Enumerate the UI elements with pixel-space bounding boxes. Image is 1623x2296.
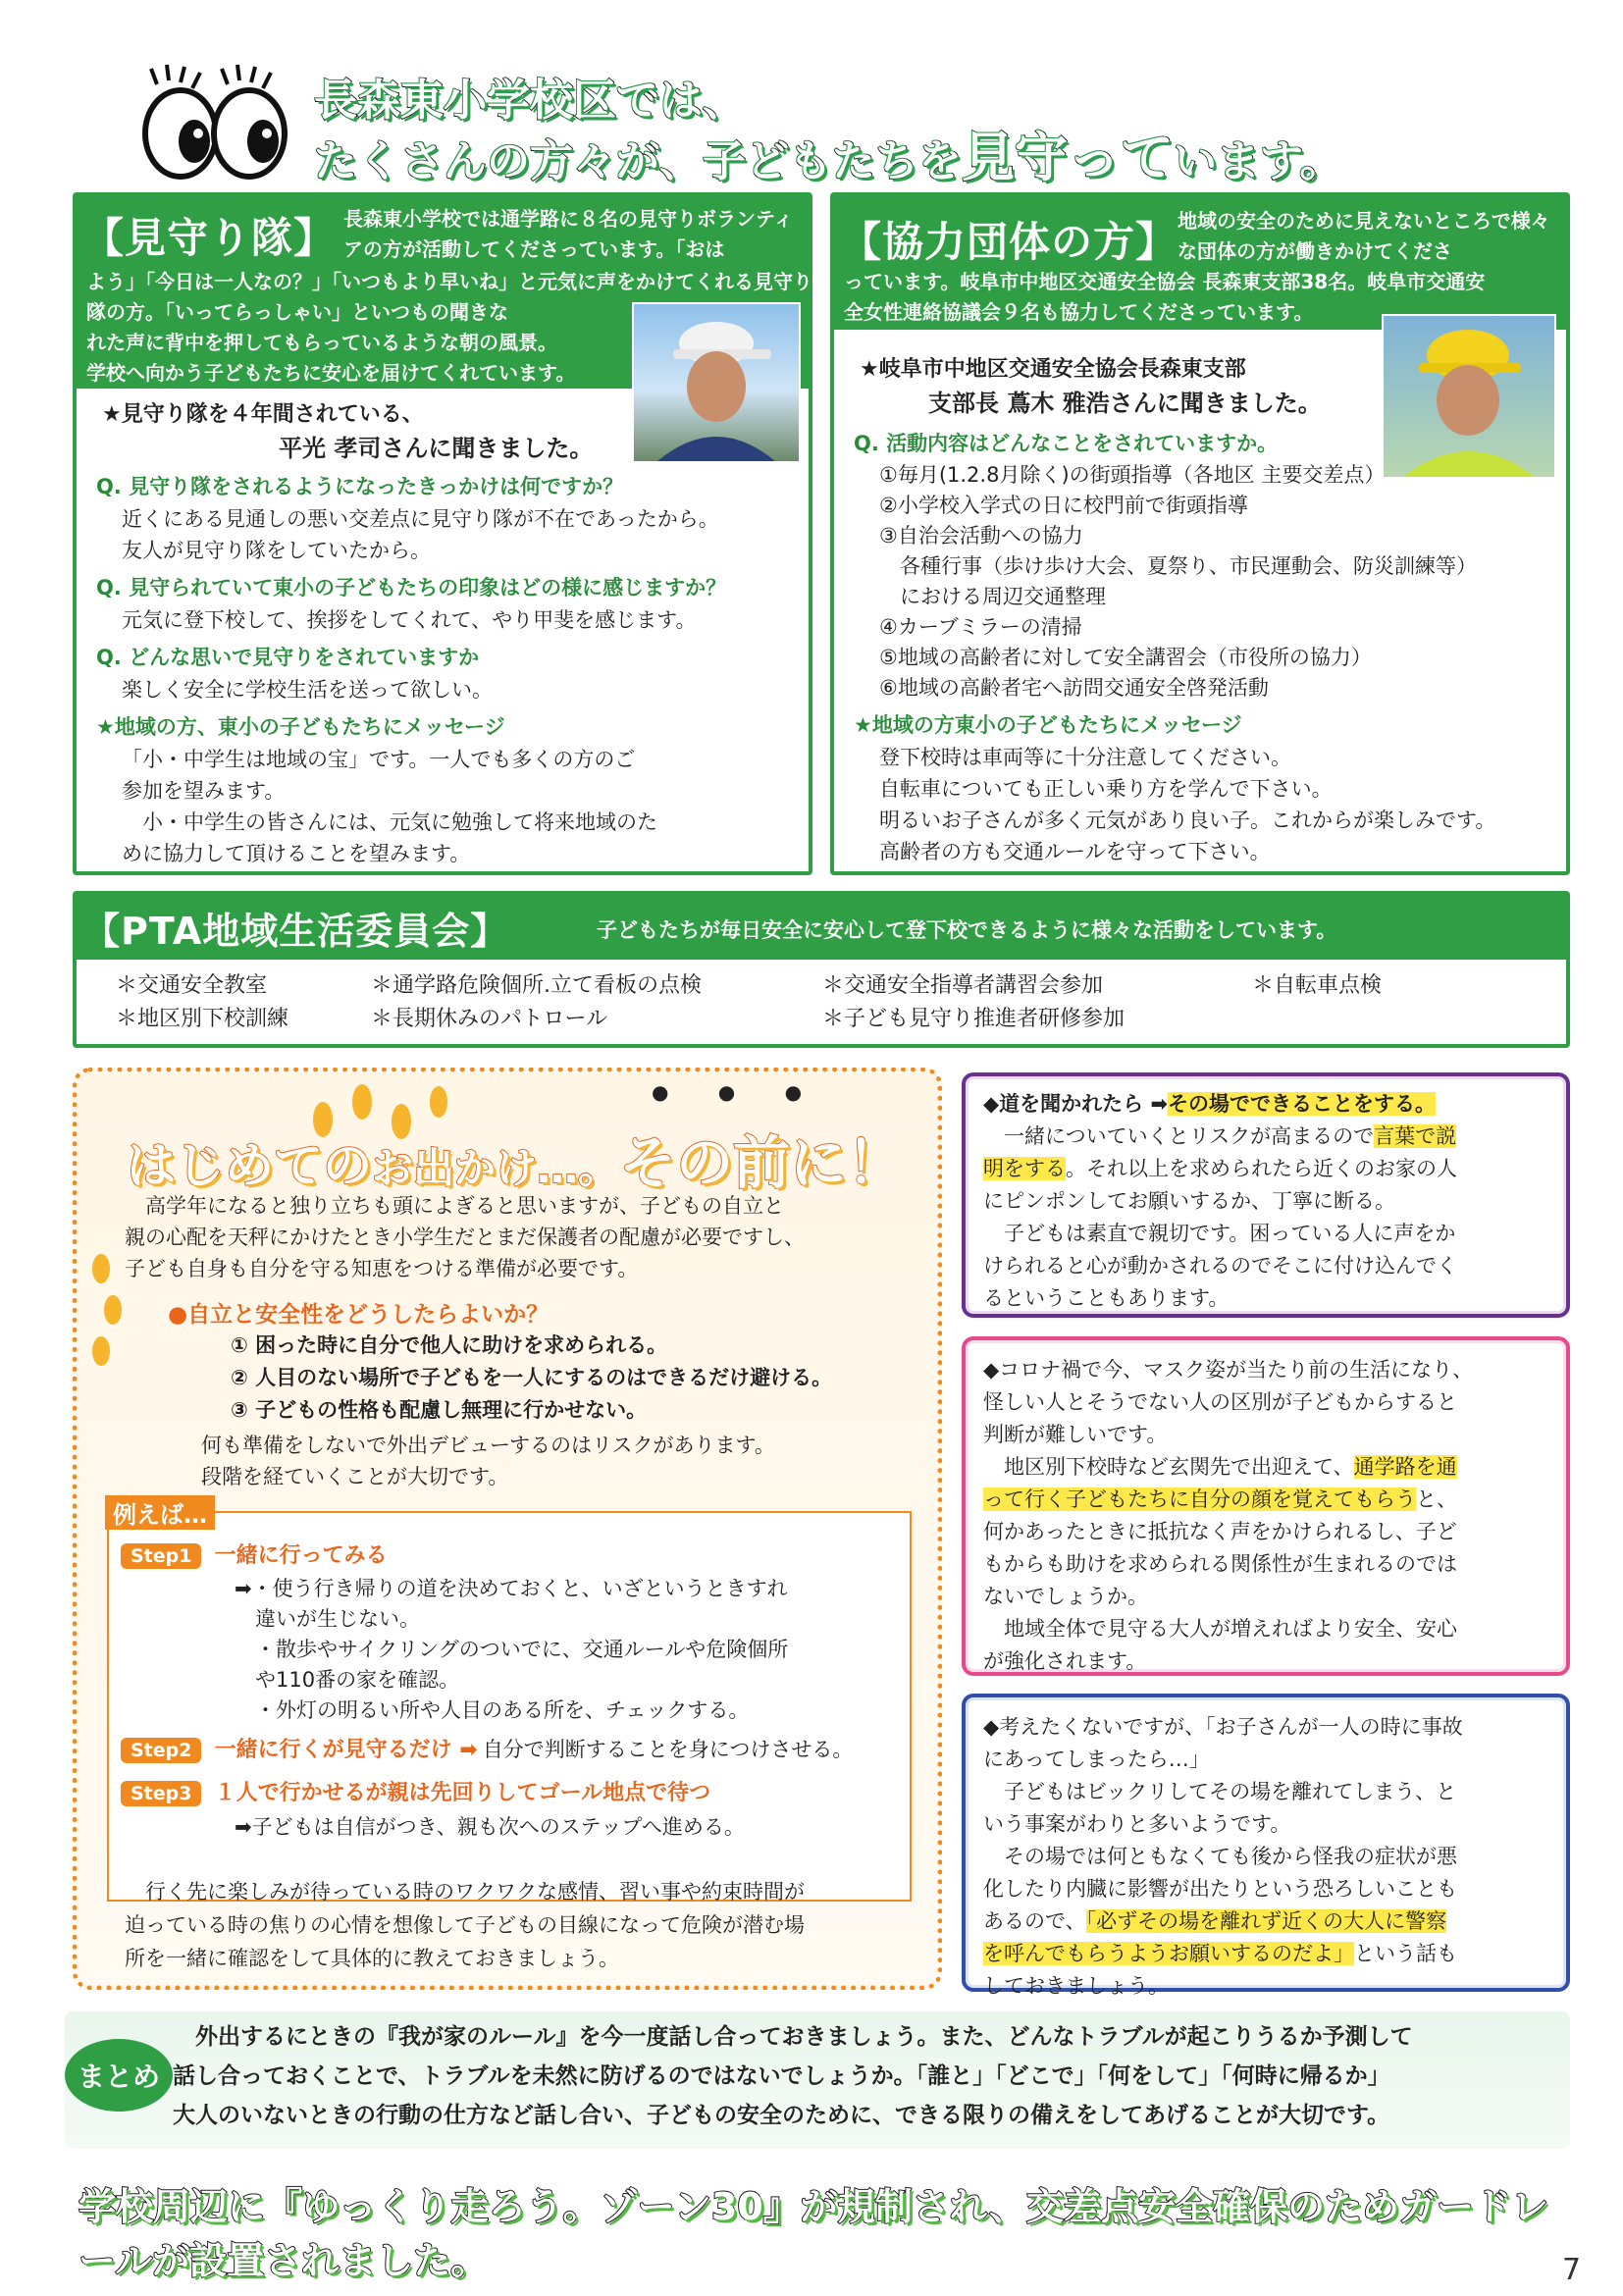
tip-line: 何かあったときに抵抗なく声をかけられるし、子ど もからも助けを求められる関係性が生まれるのでは ないでしょうか。 地域全体で見守る大人が増えればより安全、安心 が強化されます。 [983, 1520, 1457, 1673]
eyes-icon [137, 63, 294, 181]
pta-title: 【PTA地域生活委員会】 [82, 910, 509, 953]
qa-answer: 近くにある見通しの悪い交差点に見守り隊が不在であったから。 友人が見守り隊をしていたから。 [122, 507, 719, 562]
tip-line: ◆コロナ禍で今、マスク姿が当たり前の生活になり、 怪しい人とそうでない人の区別が子どもからすると 判断が難しいです。 [983, 1358, 1474, 1446]
highlight-text: って行く子どもたちに自分の顔を覚えてもらう [983, 1487, 1416, 1511]
highlight-text: 言葉で説 [1374, 1124, 1457, 1148]
page-headline [314, 73, 1550, 190]
tip-covid-text [983, 1354, 1562, 1678]
tip-accident-text [983, 1711, 1562, 2003]
kyoryoku-interview-line2: 支部長 蔦木 雅浩さんに聞きました。 [928, 390, 1322, 417]
step1 [121, 1539, 388, 1569]
tip-line: ◆考えたくないですが、「お子さんが一人の時に事故 にあってしまったら…」 子どもはビックリしてその場を離れてしまう、と いう事案がわりと多いようです。 その場では何ともなくても後から怪我の症状が悪 化したり内臓に影響が出たりという恐ろしいことも [983, 1715, 1463, 1901]
headline-line-2a: たくさんの方々が、子どもたちを [314, 136, 962, 186]
pta-subtitle: 子どもたちが毎日安全に安心して登下校できるように様々な活動をしています。 [597, 918, 1337, 942]
pta-item: ＊子ども見守り推進者研修参加 [822, 1007, 1126, 1031]
title-part-a: はじめての [127, 1137, 372, 1194]
tip-box-covid [962, 1336, 1570, 1676]
mimamori-intro-right: 長森東小学校では通学路に８名の見守りボランティアの方が活動してくださっています。「おは [343, 207, 794, 261]
emphasis-dots: ● ● ● [652, 1080, 824, 1104]
step3-title: １人で行かせるが親は先回りしてゴール地点で待つ [214, 1781, 711, 1805]
step2-title: 一緒に行くが見守るだけ ➡ [214, 1738, 478, 1762]
tip-line: 。それ以上を求められたら近くのお家の人 [1066, 1157, 1457, 1180]
activities-list: ①毎月(1.2.8月除く)の街頭指導（各地区 主要交差点） ②小学校入学式の日に校門前で街頭指導 ③自治会活動への協力 各種行事（歩け歩け大会、夏祭り、市民運動会、防災訓練等） における周辺交通整理 ④カーブミラーの清掃 ⑤地域の高齢者に対して安全講習会（市役所の協力） ⑥地域の高齢者宅へ訪問交通安全啓発活動 [879, 463, 1477, 700]
first-outing-title [127, 1117, 904, 1199]
qa-question: Q. どんな思いで見守りをされていますか [96, 646, 480, 669]
tip-directions-head: ◆道を聞かれたら ➡ [983, 1092, 1169, 1116]
tip-directions-highlight: その場でできることをする。 [1168, 1092, 1437, 1116]
step1-badge: Step1 [121, 1543, 201, 1569]
outing-after: 何も準備をしないで外出デビューするのはリスクがあります。 段階を経ていくことが大切です。 [201, 1434, 775, 1488]
tip-directions-text [983, 1088, 1562, 1315]
headline-line-2c: います。 [1174, 136, 1343, 186]
outing-intro: 高学年になると独り立ちも頭によぎると思いますが、子どもの自立と 親の心配を天秤にかけたとき小学生だとまだ保護者の配慮が必要ですし、 子ども自身も自分を守る知恵をつける準備が必要です。 [125, 1194, 805, 1280]
page-number: 7 [1562, 2253, 1582, 2287]
headline-emphasis: 見守って [962, 127, 1174, 188]
summary-section [65, 2011, 1570, 2149]
kyoryoku-intro: っています。岐阜市中地区交通安全協会 長森東支部38名。岐阜市交通安 全女性連絡協議会９名も協力してくださっています。 [844, 270, 1486, 324]
step3-body: ➡子どもは自信がつき、親も次へのステップへ進める。 [235, 1815, 745, 1839]
message-title: ★地域の方東小の子どもたちにメッセージ [854, 713, 1242, 737]
pta-section [73, 891, 1570, 1048]
step3-badge: Step3 [121, 1781, 201, 1806]
highlight-text: を呼んでもらうようお願いするのだよ」 [983, 1942, 1354, 1965]
outing-question: ●自立と安全性をどうしたらよいか？ [168, 1302, 550, 1328]
example-label: 例えば… [105, 1495, 215, 1530]
pta-item: ＊交通安全教室 [116, 973, 268, 998]
tip-line: 地区別下校時など玄関先で出迎えて、 [983, 1455, 1354, 1479]
tip-line: という話も [1354, 1942, 1457, 1965]
tip-line: 一緒についていくとリスクが高まるので [983, 1124, 1375, 1148]
mimamori-interview-line1: ★見守り隊を４年間されている、 [102, 402, 424, 427]
step1-title: 一緒に行ってみる [214, 1543, 388, 1568]
kyoryoku-intro-right: 地域の安全のために見えないところで様々な団体の方が働きかけてくださ [1178, 209, 1550, 263]
mimamori-title: 【見守り隊】 [82, 214, 337, 262]
highlight-text: 明をする [983, 1157, 1066, 1180]
qa-question: Q. 活動内容はどんなことをされていますか。 [854, 432, 1279, 455]
qa-question: Q. 見守られていて東小の子どもたちの印象はどの様に感じますか？ [96, 576, 727, 600]
highlight-text: 「必ずその場を離れず近くの大人に警察 [1085, 1909, 1447, 1933]
pta-item: ＊通学路危険個所.立て看板の点検 [371, 973, 702, 998]
step2 [121, 1733, 853, 1765]
tip-box-accident [962, 1694, 1570, 1998]
volunteer-photo [632, 302, 801, 463]
tip-line: にピンポンしてお願いするか、丁寧に断る。 子どもは素直で親切です。困っている人に声をか けられると心が動かされるのでそこに付け込んでく るということもあります。 [983, 1189, 1457, 1310]
outing-closing: 行く先に楽しみが待っている時のワクワクな感情、習い事や約束時間が 迫っている時の焦りの心情を想像して子どもの目線になって危険が潜む場 所を一緒に確認をして具体的に教えておきましょう。 [125, 1880, 805, 1970]
summary-badge: まとめ [65, 2039, 173, 2112]
pta-item: ＊地区別下校訓練 [116, 1007, 289, 1031]
kyoryoku-title: 【協力団体の方】 [840, 218, 1178, 266]
highlight-text: 通学路を通 [1353, 1455, 1457, 1479]
tip-line: しておきましょう。 [983, 1974, 1169, 1998]
pta-item: ＊自転車点検 [1252, 973, 1383, 998]
pta-item: ＊交通安全指導者講習会参加 [822, 973, 1104, 998]
message-title: ★地域の方、東小の子どもたちにメッセージ [96, 715, 505, 739]
mimamori-qa [96, 471, 803, 869]
first-outing-section [73, 1068, 942, 1990]
examples-box [107, 1501, 912, 1902]
footprints-icon [87, 1249, 127, 1367]
person-icon [634, 304, 799, 461]
mimamori-intro: よう」「今日は一人なの？」「いつもより早いね」と元気に声をかけてくれる見守り隊の方。「いってらっしゃい」といつもの聞きな れた声に背中を押してもらっているような朝の風景。 学校へ向かう子どもたちに安心を届けてくれています。 [86, 270, 812, 385]
qa-question: Q. 見守り隊をされるようになったきっかけは何ですか？ [96, 475, 624, 498]
title-part-b: お出かけ…。 [372, 1144, 620, 1192]
headline-line-1: 長森東小学校区では、 [314, 76, 746, 126]
kyoryoku-interview-line1: ★岐阜市中地区交通安全協会長森東支部 [860, 357, 1246, 382]
message-body: 登下校時は車両等に十分注意してください。 自転車についても正しい乗り方を学んで下さい。 明るいお子さんが多く元気があり良い子。これからが楽しみです。 高齢者の方も交通ルールを守って下さい。 [879, 746, 1496, 863]
step3 [121, 1776, 710, 1806]
pta-item: ＊長期休みのパトロール [371, 1007, 608, 1031]
zone30-banner: 学校周辺に『ゆっくり走ろう。ゾーン30』が規制され、交差点安全確保のためガードレールが設置されました。 [79, 2185, 1549, 2282]
outing-points: ① 困った時に自分で他人に助けを求められる。 ② 人目のない場所で子どもを一人にするのはできるだけ避ける。 ③ 子どもの性格も配慮し無理に行かせない。 [231, 1333, 833, 1422]
step1-body: ➡・使う行き帰りの道を決めておくと、いざというときすれ 違いが生じない。 ・散歩やサイクリングのついでに、交通ルールや危険個所 や110番の家を確認。 ・外灯の明るい所や人目のある所を、チェックする。 [235, 1577, 789, 1722]
title-part-c: その前に！ [619, 1129, 905, 1196]
qa-answer: 楽しく安全に学校生活を送って欲しい。 [122, 678, 493, 702]
message-body: 「小・中学生は地域の宝」です。一人でも多くの方のご 参加を望みます。 小・中学生の皆さんには、元気に勉強して将来地域のた めに協力して頂けることを望みます。 [122, 748, 657, 865]
mimamori-section [73, 192, 812, 875]
kyoryoku-section [830, 192, 1570, 875]
qa-answer: 元気に登下校して、挨拶をしてくれて、やり甲斐を感じます。 [122, 608, 697, 632]
tip-line: あるので、 [983, 1909, 1086, 1933]
mimamori-interview-line2: 平光 孝司さんに聞きました。 [279, 435, 594, 462]
tip-line: と、 [1416, 1487, 1457, 1511]
tip-box-directions [962, 1072, 1570, 1318]
step2-body: 自分で判断することを身につけさせる。 [482, 1738, 854, 1761]
kyoryoku-qa [854, 428, 1560, 867]
step2-badge: Step2 [121, 1738, 201, 1763]
summary-text: 外出するにときの『我が家のルール』を今一度話し合っておきましょう。また、どんなトラブルが起こりうるか予測して 話し合っておくことで、トラブルを未然に防げるのではないでしょうか。「誰と」「どこで」「何をして」「何時に帰るか」 大人のいないときの行動の仕方など話し合い、子どもの安全のために、できる限りの備えをしてあげることが大切です。 [173, 2024, 1413, 2128]
